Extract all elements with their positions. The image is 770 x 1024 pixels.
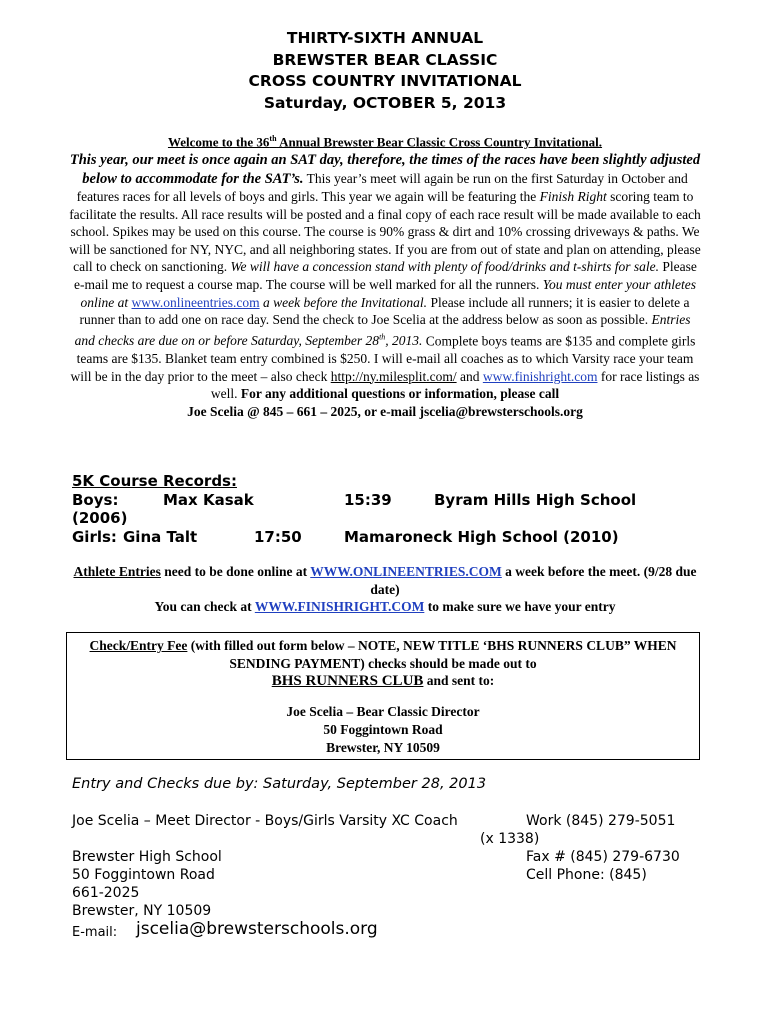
girls-label: Girls: bbox=[72, 527, 117, 546]
onlineentries-link[interactable]: www.onlineentries.com bbox=[131, 294, 260, 310]
fee-label: Check/Entry Fee bbox=[89, 638, 188, 653]
school-name: Brewster High School bbox=[72, 849, 222, 865]
milesplit-link[interactable]: http://ny.milesplit.com/ bbox=[330, 368, 457, 384]
director-name: Joe Scelia – Meet Director - Boys/Girls Varsity XC Coach bbox=[72, 813, 458, 829]
title-line-1: THIRTY-SIXTH ANNUAL bbox=[286, 29, 484, 47]
contact-block bbox=[72, 812, 712, 940]
title-line-3: CROSS COUNTRY INVITATIONAL bbox=[248, 72, 522, 90]
work-extension: (x 1338) bbox=[480, 831, 540, 847]
club-name: BHS RUNNERS CLUB bbox=[271, 673, 424, 689]
questions-line: For any additional questions or information, please call bbox=[240, 386, 560, 402]
boys-time: 15:39 bbox=[344, 490, 392, 509]
boys-school: Byram Hills High School bbox=[434, 490, 637, 509]
girls-time: 17:50 bbox=[254, 527, 302, 546]
finishright-link[interactable]: www.finishright.com bbox=[482, 368, 598, 384]
due-date-line: Entry and Checks due by: Saturday, September 28, 2013 bbox=[72, 776, 487, 792]
boys-record-row bbox=[72, 491, 692, 510]
intro-paragraph: Welcome to the 36th Annual Brewster Bear Classic Cross Country Invitational. This year, our meet is once again an SAT day, therefore, the times of the races have been slightly adjusted below to accommodate for the SAT’s. This year’s meet will again be run on the first Saturday in October and features races for all levels of boys and girls. This year we again will be featuring the Finish Right scoring team to facilitate the results. All race results will be posted and a final copy of each race result will be made available to each school. Spikes may be used on this course. The course is 90% grass & dirt and 10% crossing driveways & paths. We will be sanctioned for NY, NYC, and all neighboring states. If you are from out of state and plan on attending, please call to check on sanctioning. We will have a concession stand with plenty of food/drinks and t-shirts for sale. Please e-mail me to request a course map. The course will be well marked for all the runners. You must enter your athletes online at www.onlineentries.com a week before the Invitational. Please include all runners; it is easier to delete a runner than to add one on race day. Send the check to Joe Scelia at the address below as soon as possible. Entries and checks are due on or before Saturday, September 28th, 2013. Complete boys teams are $135 and complete girls teams are $135. Blanket team entry combined is $250. I will e-mail all coaches as to which Varsity race your team will be in the day prior to the meet – also check http://ny.milesplit.com/ and www.finishright.com for race listings as well. For any additional questions or information, please call Joe Scelia @ 845 – 661 – 2025, or e-mail jscelia@brewsterschools.org bbox=[68, 130, 702, 420]
contact-line: Joe Scelia @ 845 – 661 – 2025, or e-mail jscelia@brewsterschools.org bbox=[187, 403, 583, 419]
onlineentries-caps-link[interactable]: WWW.ONLINEENTRIES.COM bbox=[310, 564, 502, 579]
course-records bbox=[72, 472, 692, 546]
welcome-heading: Welcome to the 36th Annual Brewster Bear Classic Cross Country Invitational. bbox=[167, 134, 603, 150]
cell-phone-cont: 661-2025 bbox=[72, 885, 140, 901]
mailing-address: Joe Scelia – Bear Classic Director 50 Foggintown Road Brewster, NY 10509 bbox=[286, 703, 480, 755]
entry-fee-box: Check/Entry Fee (with filled out form below – NOTE, NEW TITLE ‘BHS RUNNERS CLUB” WHEN SENDING PAYMENT) checks should be made out to BHS RUNNERS CLUB and sent to: Joe Scelia – Bear Classic Director 50 Foggintown Road Brewster, NY 10509 bbox=[66, 632, 700, 760]
work-phone: Work (845) 279-5051 bbox=[526, 813, 676, 829]
girls-record-row bbox=[72, 528, 692, 547]
boys-label: Boys: bbox=[72, 490, 119, 509]
boys-year-row bbox=[72, 509, 692, 528]
title-date: Saturday, OCTOBER 5, 2013 bbox=[263, 93, 507, 112]
sat-notice: This year, our meet is once again an SAT day, therefore, the times of the races have been slightly adjusted below to accommodate for the SAT’s. bbox=[69, 151, 701, 187]
due-note: Entries and checks are due on or before Saturday, September 28th, 2013. bbox=[74, 312, 691, 349]
title-line-2: BREWSTER BEAR CLASSIC bbox=[272, 50, 498, 69]
concession-note: We will have a concession stand with plenty of food/drinks and t-shirts for sale. bbox=[230, 259, 660, 275]
school-city: Brewster, NY 10509 bbox=[72, 903, 212, 919]
meet-title bbox=[0, 28, 770, 114]
fax-number: Fax # (845) 279-6730 bbox=[526, 849, 680, 865]
athlete-entries: Athlete Entries need to be done online at WWW.ONLINEENTRIES.COM a week before the meet. (9/28 due date) You can check at WWW.FINISHRIGHT.COM to make sure we have your entry bbox=[73, 564, 697, 614]
finishright-caps-link[interactable]: WWW.FINISHRIGHT.COM bbox=[254, 599, 425, 614]
cell-phone: Cell Phone: (845) bbox=[526, 867, 647, 883]
boys-name: Max Kasak bbox=[163, 490, 254, 509]
records-heading: 5K Course Records: bbox=[72, 472, 237, 490]
school-road: 50 Foggintown Road bbox=[72, 867, 215, 883]
girls-name: Gina Talt bbox=[123, 527, 198, 546]
girls-school: Mamaroneck High School (2010) bbox=[344, 527, 619, 546]
boys-year: (2006) bbox=[72, 509, 128, 527]
athlete-entries-label: Athlete Entries bbox=[73, 564, 161, 579]
email-address[interactable]: jscelia@brewsterschools.org bbox=[136, 919, 378, 939]
email-label: E-mail: bbox=[72, 925, 118, 940]
